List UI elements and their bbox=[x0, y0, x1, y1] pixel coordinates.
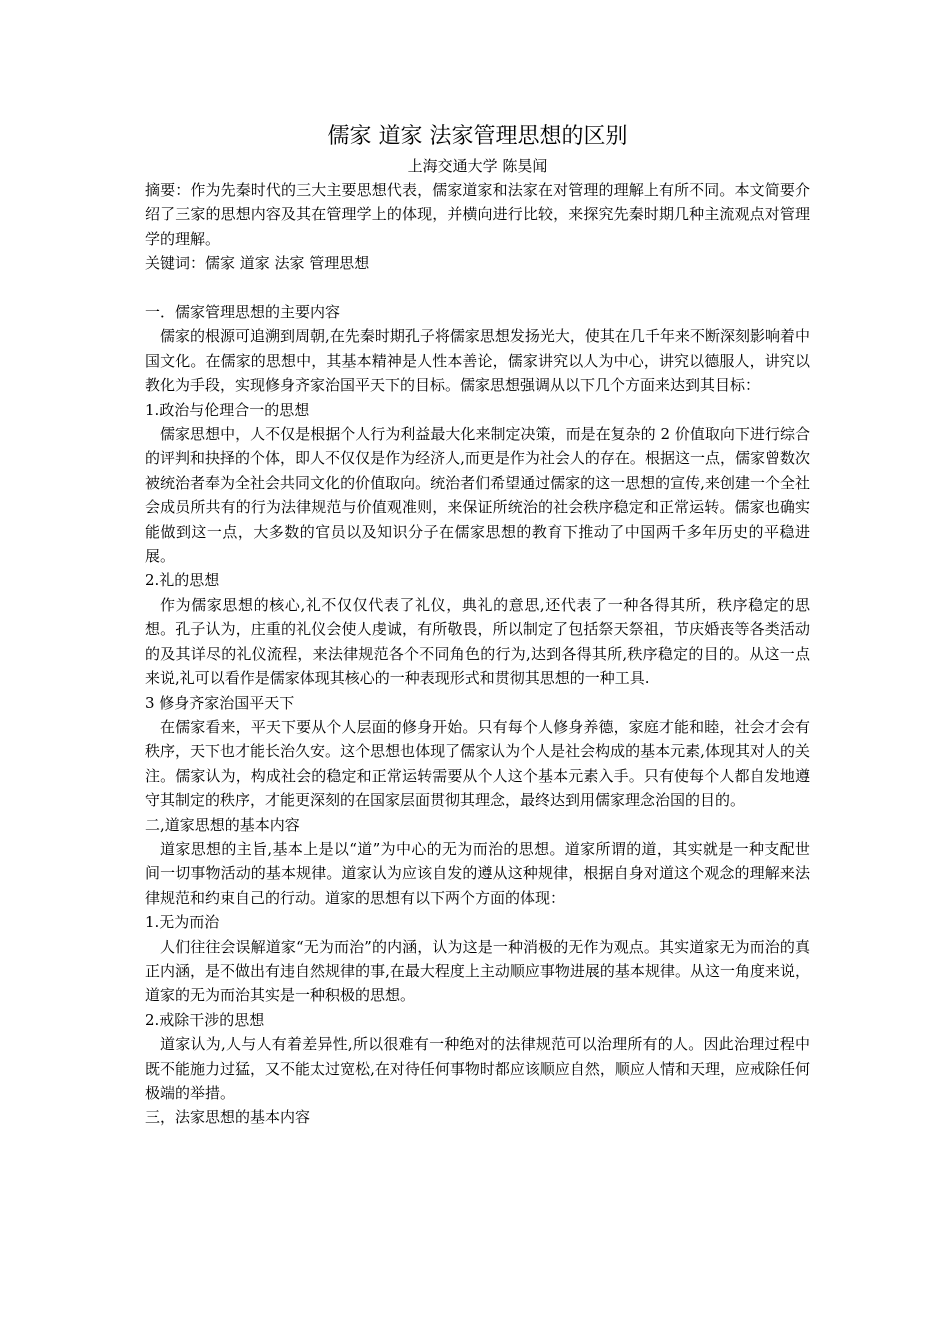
subsection-heading: 2.礼的思想 bbox=[145, 571, 220, 590]
section-heading-confucianism: 一．儒家管理思想的主要内容 bbox=[145, 303, 341, 322]
section-paragraph: 道家认为,人与人有着差异性,所以很难有一种绝对的法律规范可以治理所有的人。因此治理过程中既不能施力过猛，又不能太过宽松,在对待任何事物时都应该顺应自然，顺应人情和天理，应戒除任何极端的举措。 bbox=[145, 1035, 810, 1103]
author-line: 上海交通大学 陈昊闻 bbox=[407, 157, 548, 175]
section-heading-legalism: 三，法家思想的基本内容 bbox=[145, 1108, 311, 1127]
section-paragraph: 作为儒家思想的核心,礼不仅仅代表了礼仪，典礼的意思,还代表了一种各得其所，秩序稳定的思想。孔子认为，庄重的礼仪会使人虔诚，有所敬畏，所以制定了包括祭天祭祖，节庆婚丧等各类活动的及其详尽的礼仪流程，来法律规范各个不同角色的行为,达到各得其所,秩序稳定的目的。从这一点来说,礼可以看作是儒家体现其核心的一种表现形式和贯彻其思想的一种工具. bbox=[145, 595, 810, 688]
subsection-heading: 1.无为而治 bbox=[145, 913, 220, 932]
document-title: 儒家 道家 法家管理思想的区别 bbox=[327, 124, 628, 149]
section-paragraph: 人们往往会误解道家“无为而治”的内涵，认为这是一种消极的无作为观点。其实道家无为而治的真正内涵，是不做出有违自然规律的事,在最大程度上主动顺应事物进展的基本规律。从这一角度来说，道家的无为而治其实是一种积极的思想。 bbox=[145, 937, 810, 1005]
keywords-line: 关键词：儒家 道家 法家 管理思想 bbox=[145, 254, 370, 273]
subsection-heading: 3 修身齐家治国平天下 bbox=[145, 693, 295, 712]
section-paragraph: 儒家思想中，人不仅是根据个人行为利益最大化来制定决策，而是在复杂的 2 价值取向下进行综合的评判和抉择的个体，即人不仅仅是作为经济人,而更是作为社会人的存在。根据这一点，儒家曾数次被统治者奉为全社会共同文化的价值取向。统治者们希望通过儒家的这一思想的宣传,来创建一个全社会成员所共有的行为法律规范与价值观准则，来保证所统治的社会秩序稳定和正常运转。儒家也确实能做到这一点，大多数的官员以及知识分子在儒家思想的教育下推动了中国两千多年历史的平稳进展。 bbox=[145, 425, 810, 566]
abstract-paragraph: 摘要：作为先秦时代的三大主要思想代表，儒家道家和法家在对管理的理解上有所不同。本文简要介绍了三家的思想内容及其在管理学上的体现，并横向进行比较，来探究先秦时期几种主流观点对管理学的理解。 bbox=[145, 181, 810, 248]
section-paragraph: 在儒家看来，平天下要从个人层面的修身开始。只有每个人修身养德，家庭才能和睦，社会才会有秩序，天下也才能长治久安。这个思想也体现了儒家认为个人是社会构成的基本元素,体现其对人的关注。儒家认为，构成社会的稳定和正常运转需要从个人这个基本元素入手。只有使每个人都自发地遵守其制定的秩序，才能更深刻的在国家层面贯彻其理念，最终达到用儒家理念治国的目的。 bbox=[145, 717, 810, 810]
section-paragraph: 道家思想的主旨,基本上是以“道”为中心的无为而治的思想。道家所谓的道，其实就是一种支配世间一切事物活动的基本规律。道家认为应该自发的遵从这种规律，根据自身对道这个观念的理解来法律规范和约束自己的行动。道家的思想有以下两个方面的体现： bbox=[145, 839, 810, 907]
blank-line bbox=[145, 276, 810, 300]
document-body bbox=[145, 120, 810, 1130]
subsection-heading: 2.戒除干涉的思想 bbox=[145, 1010, 265, 1029]
section-paragraph: 儒家的根源可追溯到周朝,在先秦时期孔子将儒家思想发扬光大，使其在几千年来不断深刻影响着中国文化。在儒家的思想中，其基本精神是人性本善论，儒家讲究以人为中心，讲究以德服人，讲究以教化为手段，实现修身齐家治国平天下的目标。儒家思想强调从以下几个方面来达到其目标： bbox=[145, 327, 810, 395]
subsection-heading: 1.政治与伦理合一的思想 bbox=[145, 400, 310, 419]
section-heading-taoism: 二,道家思想的基本内容 bbox=[145, 815, 300, 834]
